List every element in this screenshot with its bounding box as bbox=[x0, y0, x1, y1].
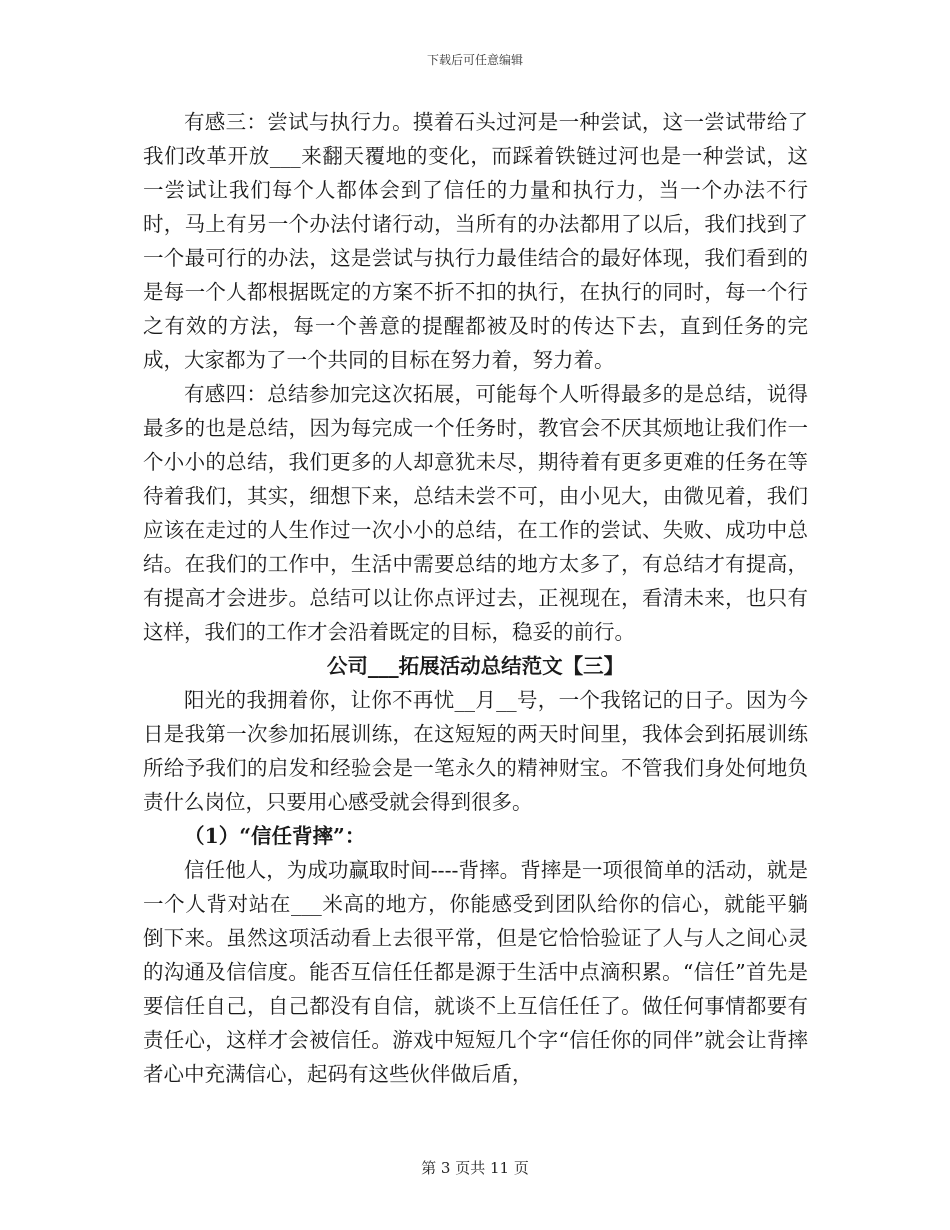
page-footer: 第 3 页共 11 页 bbox=[421, 1159, 529, 1177]
section-title: 公司___拓展活动总结范文【三】 bbox=[326, 654, 625, 678]
page-header: 下载后可任意编辑 bbox=[426, 53, 523, 67]
paragraph-trust-fall: 信任他人，为成功赢取时间----背摔。背摔是一项很简单的活动，就是一个人背对站在___米高的地方，你能感受到团队给你的信心，就能平躺倒下来。虽然这项活动看上去很平常，但是它恰恰验证了人与人之间心灵的沟通及信信度。能否互信任任都是源于生活中点滴积累。“信任”首先是要信任自己，自己都没有自信，就谈不上互信任任了。做任何事情都要有责任心，这样才会被信任。游戏中短短几个字“信任你的同伴”就会让背摔者心中充满信心，起码有这些伙伴做后盾， bbox=[143, 858, 808, 1086]
paragraph-intro: 阳光的我拥着你，让你不再忧__月__号，一个我铭记的日子。因为今日是我第一次参加拓展训练，在这短短的两天时间里，我体会到拓展训练所给予我们的启发和经验会是一笔永久的精神财宝。不管我们身处何地负责什么岗位，只要用心感受就会得到很多。 bbox=[143, 688, 808, 814]
paragraph-reflection-four: 有感四：总结参加完这次拓展，可能每个人听得最多的是总结，说得最多的也是总结，因为每完成一个任务时，教官会不厌其烦地让我们作一个小小的总结，我们更多的人却意犹未尽，期待着有更多更难的任务在等待着我们，其实，细想下来，总结未尝不可，由小见大，由微见着，我们应该在走过的人生作过一次小小的总结，在工作的尝试、失败、成功中总结。在我们的工作中，生活中需要总结的地方太多了，有总结才有提高，有提高才会进步。总结可以让你点评过去，正视现在，看清未来，也只有这样，我们的工作才会沿着既定的目标，稳妥的前行。 bbox=[143, 382, 808, 644]
paragraph-reflection-three: 有感三：尝试与执行力。摸着石头过河是一种尝试，这一尝试带给了我们改革开放___来翻天覆地的变化，而踩着铁链过河也是一种尝试，这一尝试让我们每个人都体会到了信任的力量和执行力，当一个办法不行时，马上有另一个办法付诸行动，当所有的办法都用了以后，我们找到了一个最可行的办法，这是尝试与执行力最佳结合的最好体现，我们看到的是每一个人都根据既定的方案不折不扣的执行，在执行的同时，每一个行之有效的方法，每一个善意的提醒都被及时的传达下去，直到任务的完成，大家都为了一个共同的目标在努力着，努力着。 bbox=[143, 110, 808, 372]
document-body bbox=[143, 105, 808, 1091]
sub-heading-trust-fall: （1）“信任背摔”： bbox=[184, 824, 366, 848]
